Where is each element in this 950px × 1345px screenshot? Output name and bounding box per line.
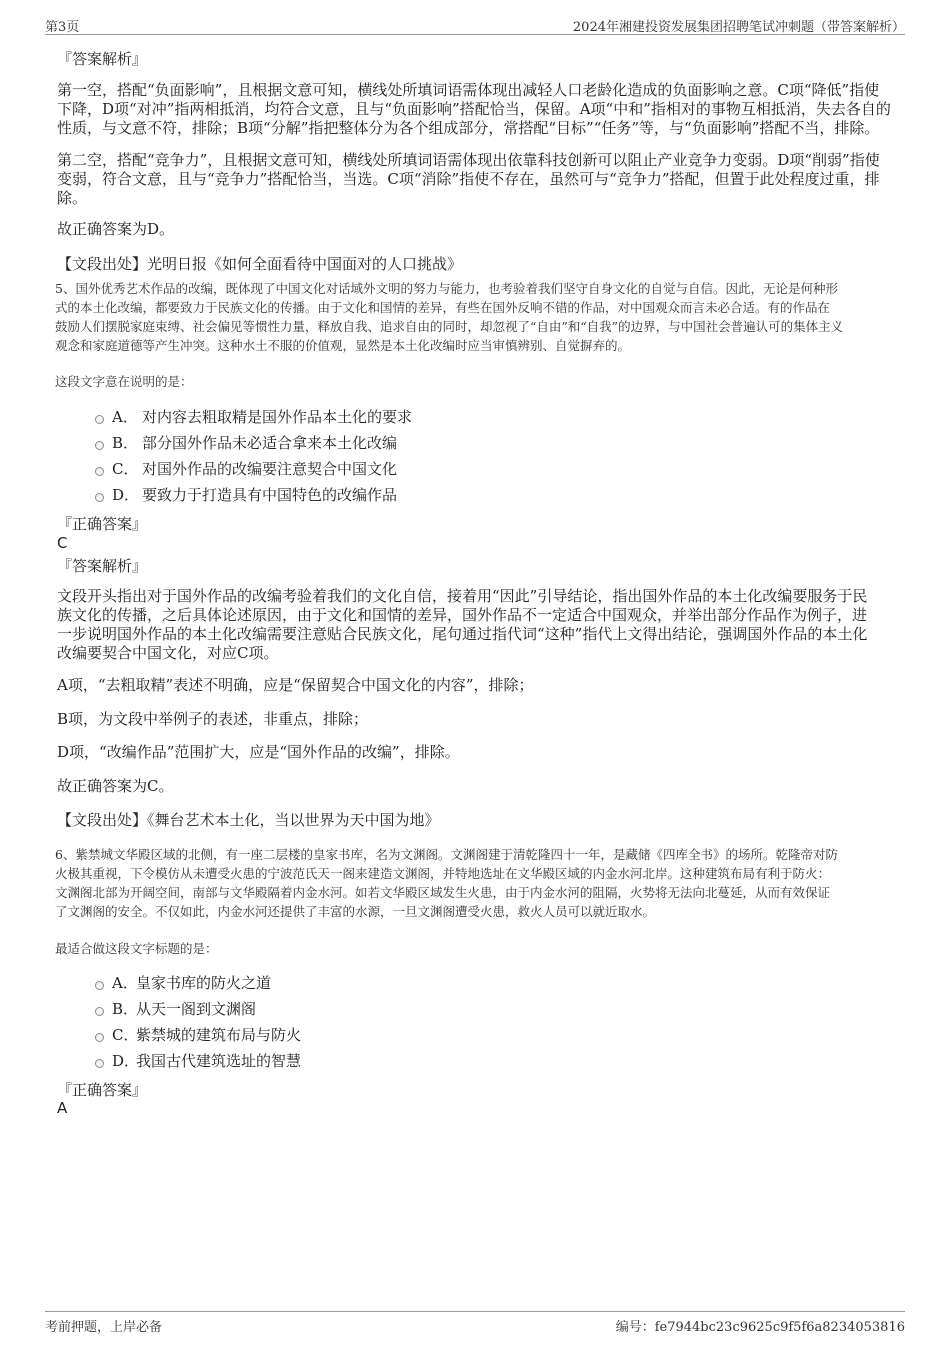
q5-answer: C [57,534,68,552]
footer-slogan: 考前押题，上岸必备 [45,1320,163,1335]
document-title: 2024年湘建投资发展集团招聘笔试冲刺题（带答案解析） [572,20,905,35]
option-text: 对内容去粗取精是国外作品本土化的要求 [142,408,413,426]
q6-option-b[interactable] [95,998,256,1020]
text-line: 改编要契合中国文化，对应C项。 [57,644,279,662]
option-letter: A． [112,408,138,426]
radio-button-icon[interactable] [95,1007,104,1016]
option-letter: D． [112,486,140,504]
text-line: 除。 [57,189,88,207]
text-line: 性质，与文意不符，排除；B项“分解”指把整体分为各个组成部分，常搭配“目标”“任务”等，与“负面影响”搭配不当，排除。 [57,119,880,137]
text-line: 观念和家庭道德等产生冲突。这种水土不服的价值观，显然是本土化改编时应当审慎辨别、自觉摒弃的。 [55,338,631,353]
page-header [45,14,905,35]
option-letter: D． [112,1052,140,1070]
q5-answer-label: 『正确答案』 [57,515,148,533]
q6-option-c[interactable] [95,1024,301,1046]
text-line: 族文化的传播，之后具体论述原因，由于文化和国情的差异，国外作品不一定适合中国观众，并举出部分作品作为例子，进 [57,606,868,624]
q6-prompt: 最适合做这段文字标题的是： [55,941,218,956]
text-line: 一步说明国外作品的本土化改编需要注意贴合民族文化，尾句通过指代词“这种”指代上文得出结论，强调国外作品的本土化 [57,625,868,643]
q4-analysis-paragraph-1 [57,81,897,138]
q4-conclusion: 故正确答案为D。 [57,220,175,238]
q5-note-d: D项，“改编作品”范围扩大，应是“国外作品的改编”，排除。 [57,743,460,761]
text-line: 下降，D项“对冲”指两相抵消，均符合文意，且与“负面影响”搭配恰当，保留。A项“中和”指相对的事物互相抵消，失去各自的 [57,100,891,118]
q6-answer: A [57,1099,68,1117]
option-text: 要致力于打造具有中国特色的改编作品 [142,486,398,504]
text-line: 式的本土化改编，都要致力于民族文化的传播。由于文化和国情的差异，有些在国外反响不错的作品，对中国观众而言未必合适。有的作品在 [55,300,831,315]
q5-option-c[interactable] [95,458,397,480]
option-letter: A． [112,974,138,992]
text-line: 了文渊阁的安全。不仅如此，内金水河还提供了丰富的水源，一旦文渊阁遭受火患，救火人员可以就近取水。 [55,904,656,919]
radio-button-icon[interactable] [95,1033,104,1042]
q5-note-a: A项，“去粗取精”表述不明确，应是“保留契合中国文化的内容”，排除； [57,676,534,694]
q5-option-d[interactable] [95,484,397,506]
radio-button-icon[interactable] [95,467,104,476]
q6-stem [55,845,900,921]
q5-prompt: 这段文字意在说明的是： [55,374,193,389]
text-line: 鼓励人们摆脱家庭束缚、社会偏见等惯性力量，释放自我、追求自由的同时，却忽视了“自由”和“自我”的边界，与中国社会普遍认可的集体主义 [55,319,844,334]
q5-stem [55,279,900,355]
q6-option-a[interactable] [95,972,271,994]
text-line: 第二空，搭配“竞争力”，且根据文意可知，横线处所填词语需体现出依靠科技创新可以阻止产业竞争力变弱。D项“削弱”指使 [57,151,880,169]
text-line: 变弱，符合文意，且与“竞争力”搭配恰当，当选。C项“消除”指使不存在，虽然可与“竞争力”搭配，但置于此处程度过重，排 [57,170,880,188]
option-letter: B． [112,1000,139,1018]
q5-conclusion: 故正确答案为C。 [57,777,174,795]
q6-answer-label: 『正确答案』 [57,1081,148,1099]
text-line: 文段开头指出对于国外作品的改编考验着我们的文化自信，接着用“因此”引导结论，指出国外作品的本土化改编要服务于民 [57,587,868,605]
option-text: 我国古代建筑选址的智慧 [136,1052,302,1070]
q5-analysis [57,587,897,663]
radio-button-icon[interactable] [95,415,104,424]
radio-button-icon[interactable] [95,981,104,990]
option-letter: B． [112,434,139,452]
radio-button-icon[interactable] [95,493,104,502]
q5-analysis-label: 『答案解析』 [57,557,148,575]
q5-note-b: B项，为文段中举例子的表述，非重点，排除； [57,710,369,728]
text-line: 文渊阁北部为开阔空间，南部与文华殿隔着内金水河。如若文华殿区域发生火患，由于内金水河的阻隔，火势将无法向北蔓延，从而有效保证 [55,885,831,900]
radio-button-icon[interactable] [95,1059,104,1068]
option-text: 对国外作品的改编要注意契合中国文化 [142,460,398,478]
q4-analysis-label: 『答案解析』 [57,50,148,68]
q6-option-d[interactable] [95,1050,301,1072]
text-line: 第一空，搭配“负面影响”，且根据文意可知，横线处所填词语需体现出减轻人口老龄化造成的负面影响之意。C项“降低”指使 [57,81,880,99]
radio-button-icon[interactable] [95,441,104,450]
option-text: 紫禁城的建筑布局与防火 [136,1026,302,1044]
page-number: 第3页 [45,20,80,35]
option-text: 皇家书库的防火之道 [136,974,272,992]
q4-analysis-paragraph-2 [57,151,897,208]
q5-source: 【文段出处】《舞台艺术本土化，当以世界为天中国为地》 [57,811,440,829]
option-text: 从天一阁到文渊阁 [136,1000,257,1018]
option-letter: C． [112,1026,139,1044]
q5-option-b[interactable] [95,432,397,454]
text-line: 6、紫禁城文华殿区域的北侧，有一座二层楼的皇家书库，名为文渊阁。文渊阁建于清乾隆四十一年，是藏储《四库全书》的场所。乾隆帝对防 [55,847,838,862]
page-footer [45,1311,905,1334]
option-text: 部分国外作品未必适合拿来本土化改编 [142,434,398,452]
text-line: 火极其重视，下令模仿从未遭受火患的宁波范氏天一阁来建造文渊阁，并特地选址在文华殿区域的内金水河北岸。这种建筑布局有利于防火： [55,866,831,881]
option-letter: C． [112,460,139,478]
q5-option-a[interactable] [95,406,412,428]
text-line: 5、国外优秀艺术作品的改编，既体现了中国文化对话域外文明的努力与能力，也考验着我们坚守自身文化的自觉与自信。因此，无论是何种形 [55,281,838,296]
document-serial-number: 编号：fe7944bc23c9625c9f5f6a8234053816 [615,1320,905,1335]
q4-source: 【文段出处】光明日报《如何全面看待中国面对的人口挑战》 [57,255,463,273]
